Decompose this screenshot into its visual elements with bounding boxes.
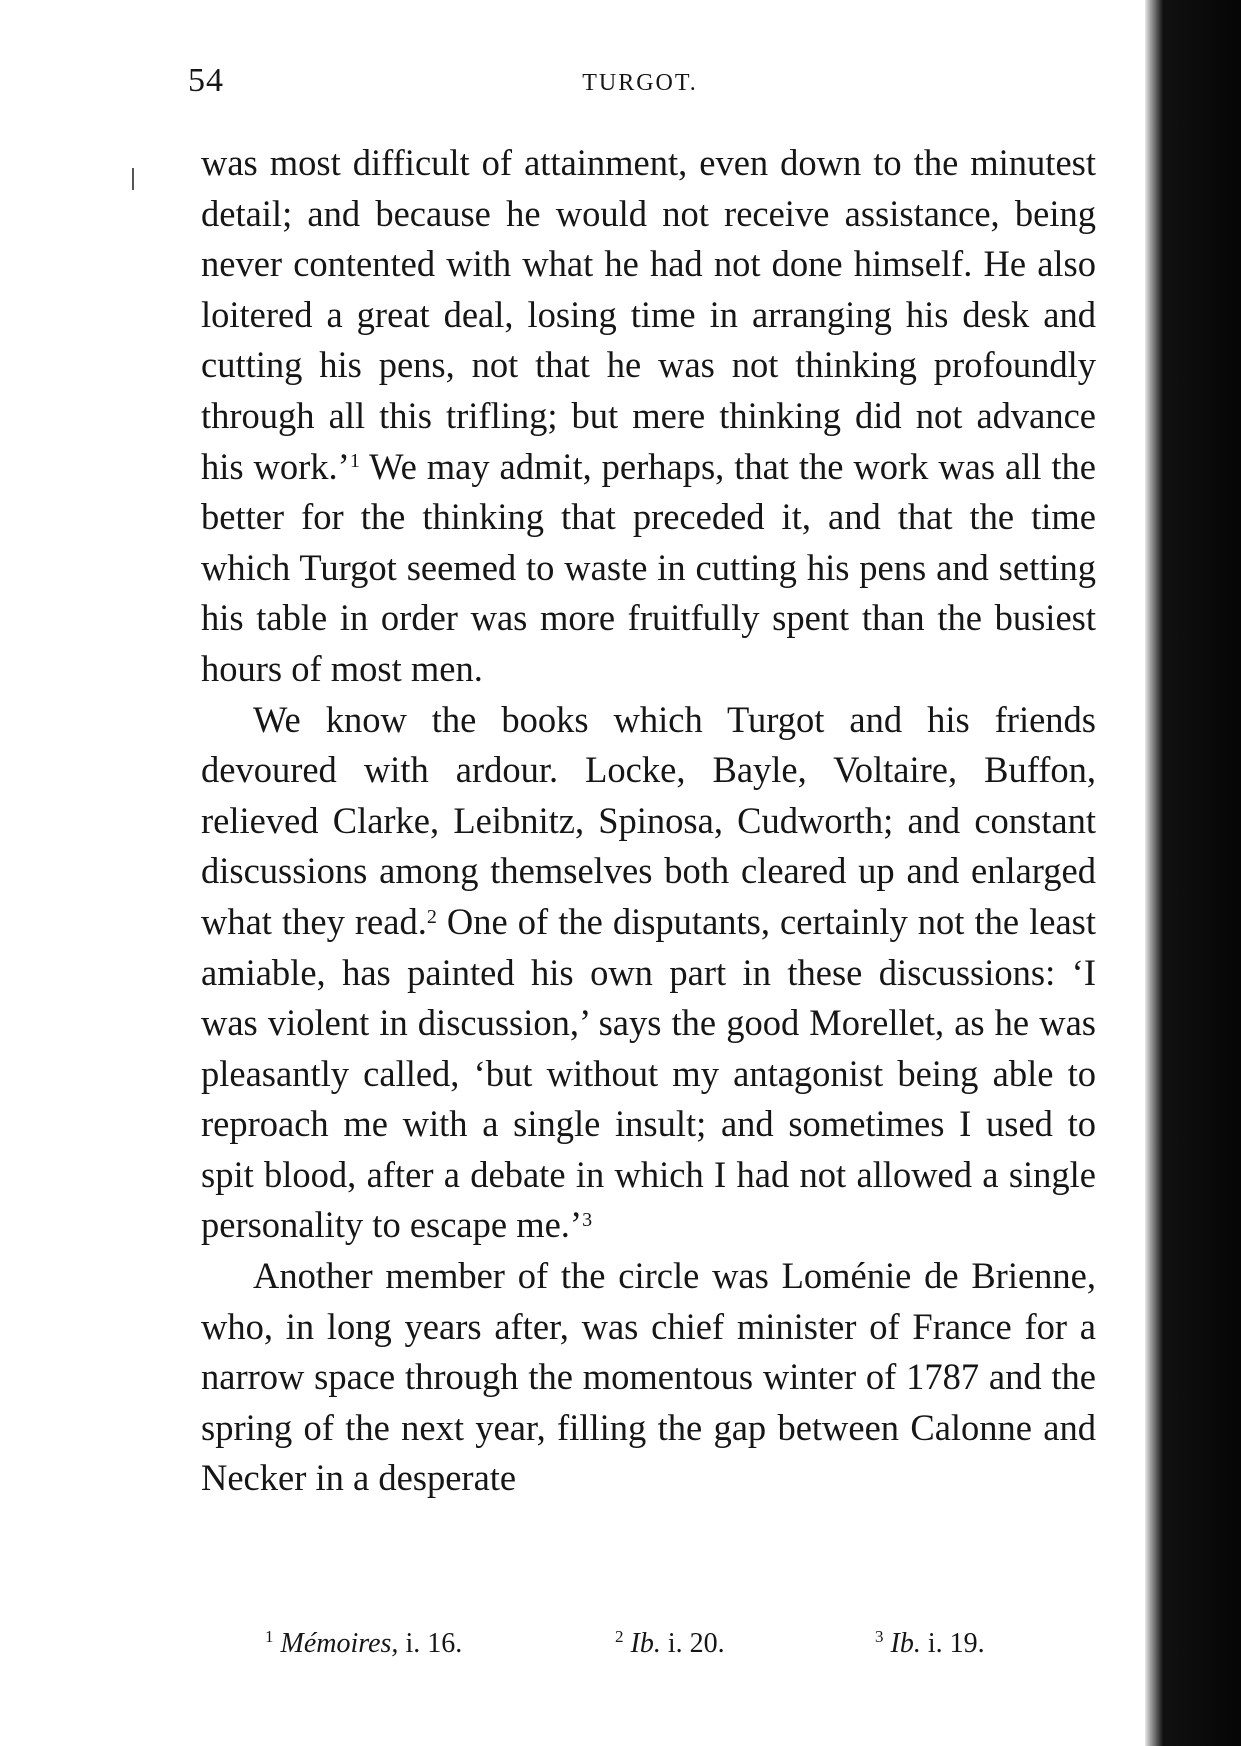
- footnote-ref: 2: [426, 905, 437, 928]
- page-number: 54: [188, 62, 224, 99]
- running-title: TURGOT.: [582, 70, 698, 96]
- footnote-ref: 3: [582, 1209, 593, 1232]
- body-text: [201, 138, 1096, 1504]
- paragraph: was most difficult of attainment, even down to the minutest detail; and because he would not receive assistance, being never contented with what he had not done himself. He also loitered a great deal, losing time in arranging his desk and cutting his pens, not that he was not thinking profoundly through all this trifling; but mere thinking did not advance his work.’$^1$ We may admit, perhaps, that the work was all the better for the thinking that preceded it, and that the time which Turgot seemed to waste in cutting his pens and setting his table in order was more fruitfully spent than the busiest hours of most men.: [201, 142, 1096, 689]
- footnote-ref: 1: [349, 450, 360, 473]
- margin-mark: [132, 168, 134, 190]
- paragraph: We know the books which Turgot and his friends devoured with ardour. Locke, Bayle, Voltaire, Buffon, relieved Clarke, Leibnitz, Spinosa, Cudworth; and constant discussions among themselves both cleared up and enlarged what they read.$^2$ One of the disputants, certainly not the least amiable, has painted his own part in these discussions: ‘I was violent in discussion,’ says the good Morellet, as he was pleasantly called, ‘but without my antagonist being able to reproach me with a single insult; and sometimes I used to spit blood, after a debate in which I had not allowed a single personality to escape me.’$^3$: [201, 698, 1096, 1246]
- footnote: $^1$ Mémoires, i. 16.: [265, 1626, 463, 1659]
- footnote: $^2$ Ib. i. 20.: [615, 1626, 725, 1659]
- scan-edge-shadow: [1145, 0, 1241, 1746]
- footnote: $^3$ Ib. i. 19.: [875, 1626, 985, 1659]
- paragraph: Another member of the circle was Loménie de Brienne, who, in long years after, was chief minister of France for a narrow space through the momentous winter of 1787 and the spring of the next year, filling the gap between Calonne and Necker in a desperate: [201, 1255, 1096, 1499]
